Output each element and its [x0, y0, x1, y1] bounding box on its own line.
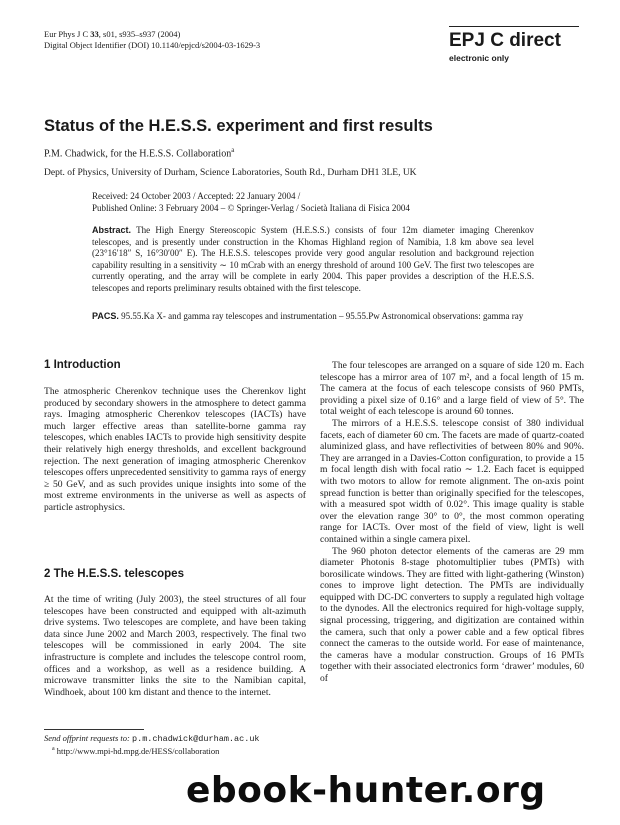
footnote-rule: [44, 729, 144, 730]
pacs: [92, 311, 534, 323]
section-intro-body: The atmospheric Cherenkov technique uses the Cherenkov light produced by secondary showers in the atmosphere to detect gamma rays. Imaging atmospheric Cherenkov telescopes (IACTs) have much larger effective areas than satellite-borne gamma ray telescopes, which enables IACTs to provide high sensitivity despite their relatively high energy thresholds, and excellent background rejection. The next generation of imaging atmospheric Cherenkov telescopes offers unprecedented sensitivity to gamma rays of energy ≥ 50 GeV, and as such provides unique insights into some of the most extreme environments in the universe as well as aspects of particle astrophysics.: [44, 386, 306, 513]
section-hess-heading: 2 The H.E.S.S. telescopes: [44, 568, 184, 580]
brand-tagline: electronic only: [449, 53, 509, 63]
section-intro-heading: 1 Introduction: [44, 359, 121, 371]
journal-header: [44, 29, 260, 51]
paragraph: The 960 photon detector elements of the cameras are 29 mm diameter Photonis 8-stage photomultiplier tubes (PMTs) with borosilicate windows. They are fitted with light-gathering (Winston) cones to improve light detection. The PMTs are individually equipped with DC-DC converters to supply a regulated high voltage to the dynodes. All the electronics required for high-voltage supply, signal processing, triggering, and digitization are contained within the camera, such that only a power cable and a few optical fibres connect the cameras to the outside world. For ease of maintenance, the cameras have a modular construction. Groups of 16 PMTs together with their associated electronics form ‘drawer’ modules, 60 of: [320, 545, 584, 685]
citation-line: Eur Phys J C 33, s01, s935–s937 (2004): [44, 29, 181, 39]
abstract-label: Abstract.: [92, 225, 132, 235]
right-column: [320, 360, 584, 685]
paragraph: The four telescopes are arranged on a square of side 120 m. Each telescope has a mirror area of 107 m², and a focal length of 15 m. The camera at the focus of each telescope consists of 960 PMTs, providing a pixel size of 0.16° and a large field of view of 5°. The total weight of each telescope is around 60 tonnes.: [320, 360, 584, 418]
publication-dates: Received: 24 October 2003 / Accepted: 22 January 2004 / Published Online: 3 February 2004 – © Springer-Verlag / Società Italiana di Fisica 2004: [92, 191, 410, 213]
offprint-email[interactable]: p.m.chadwick@durham.ac.uk: [132, 734, 260, 744]
pacs-label: PACS.: [92, 311, 119, 321]
offprint-footnote: Send offprint requests to: p.m.chadwick@durham.ac.uk: [44, 733, 260, 744]
affiliation: Dept. of Physics, University of Durham, Science Laboratories, South Rd., Durham DH1 3LE, UK: [44, 168, 417, 178]
section-hess-body: At the time of writing (July 2003), the steel structures of all four telescopes have been constructed and equipped with alt-azimuth drive systems. Two telescopes are complete, and have been taking data since June 2002 and March 2003, respectively. The final two telescopes will be commissioned in early 2004. The site infrastructure is complete and includes the telescope control room, offices and a workshop, as well as a residence building. A microwave transmitter links the site to the Namibian capital, Windhoek, about 100 km distant and thence to the internet.: [44, 594, 306, 698]
journal-brand: [449, 26, 579, 64]
volume: 33: [90, 29, 99, 39]
paragraph: The mirrors of a H.E.S.S. telescope consist of 380 individual facets, each of diameter 60 cm. The facets are made of quartz-coated aluminized glass, and have reflectivities of between 80% and 90%. They are arranged in a Davies-Cotton configuration, to provide a 15 m focal length dish with focal ratio ∼ 1.2. Each facet is equipped with two motors to allow for remote alignment. The on-axis point spread function is better than originally specified for the telescopes, with a measured spot width of 0.02°. This image quality is stable over the elevation range 30° to 0°, the most common operating range for IACTs. Over most of the field of view, light is well contained within a single camera pixel.: [320, 417, 584, 545]
author-footnote-mark: a: [231, 146, 235, 154]
abstract-text: The High Energy Stereoscopic System (H.E.S.S.) consists of four 12m diameter imaging Cherenkov telescopes, and is presently under construction in the Khomas Highland region of Namibia, 1.8 km above sea level (23°16′18″ S, 16°30′00″ E). The H.E.S.S. telescopes provide very good angular resolution and background rejection capability resulting in a sensitivity ∼ 10 mCrab with an energy threshold of around 100 GeV. The first two telescopes are currently operating, and the array will be complete in early 2004. This paper provides a description of the H.E.S.S. telescopes and reports preliminary results obtained with the first telescope.: [92, 225, 534, 293]
collaboration-footnote: $^a$ http://www.mpi-hd.mpg.de/HESS/collaboration: [52, 745, 220, 756]
authors: P.M. Chadwick, for the H.E.S.S. Collaboration$^a$: [44, 146, 235, 160]
collaboration-url[interactable]: http://www.mpi-hd.mpg.de/HESS/collaboration: [56, 745, 220, 756]
paper-title: Status of the H.E.S.S. experiment and first results: [44, 117, 433, 135]
brand-name: EPJ C direct: [449, 30, 561, 51]
doi-line: Digital Object Identifier (DOI) 10.1140/epjcd/s2004-03-1629-3: [44, 40, 261, 50]
watermark: ebook-hunter.org: [186, 770, 546, 811]
abstract: [92, 225, 534, 294]
pacs-text: 95.55.Ka X- and gamma ray telescopes and instrumentation – 95.55.Pw Astronomical observations: gamma ray: [121, 311, 524, 321]
page-range-link[interactable]: , s01, s935–s937: [98, 29, 156, 39]
